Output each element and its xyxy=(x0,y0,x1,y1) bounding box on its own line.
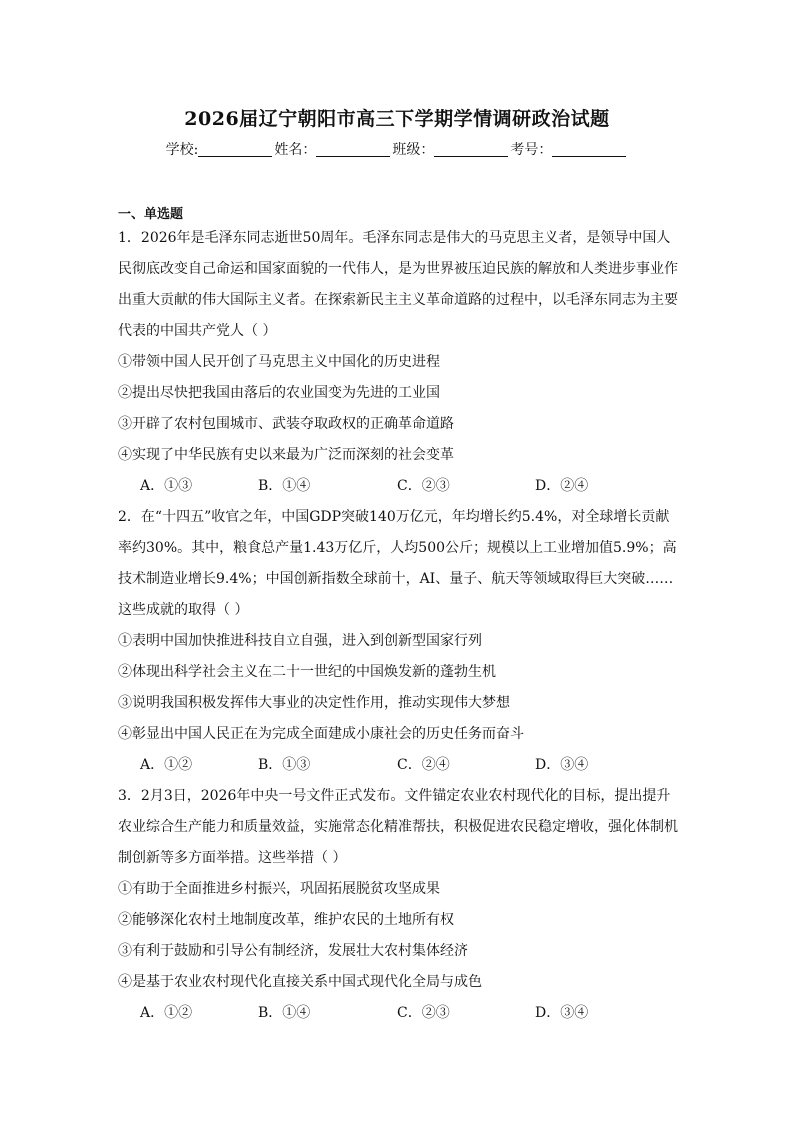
statement-item: ②提出尽快把我国由落后的农业国变为先进的工业国 xyxy=(118,385,440,401)
option-d[interactable]: D．③④ xyxy=(535,1005,589,1021)
question-stem-line: 这些成就的取得（ ） xyxy=(118,602,249,618)
question-1 xyxy=(118,223,678,502)
question-stem-line: 民彻底改变自己命运和国家面貌的一代伟人，是为世界被压迫民族的解放和人类进步事业作 xyxy=(118,261,678,277)
option-d[interactable]: D．②④ xyxy=(535,478,589,494)
answer-options xyxy=(118,471,678,502)
question-stem-line: 制创新等多方面举措。这些举措（ ） xyxy=(118,850,347,866)
student-info-row xyxy=(0,139,794,159)
option-b[interactable]: B．①③ xyxy=(258,757,311,773)
statement-item: ①带领中国人民开创了马克思主义中国化的历史进程 xyxy=(118,354,440,370)
answer-options xyxy=(118,998,678,1029)
section-heading: 一、单选题 xyxy=(118,207,184,222)
option-c[interactable]: C．②③ xyxy=(397,1005,450,1021)
question-stem-line: 农业综合生产能力和质量效益，实施常态化精准帮扶，积极促进农民稳定增收，强化体制机 xyxy=(118,819,678,835)
name-blank[interactable] xyxy=(316,142,390,157)
question-stem-line: 3．2月3日，2026年中央一号文件正式发布。文件锚定农业农村现代化的目标，提出提升 xyxy=(118,788,671,804)
statement-item: ②体现出科学社会主义在二十一世纪的中国焕发新的蓬勃生机 xyxy=(118,664,496,680)
statement-item: ④是基于农业农村现代化直接关系中国式现代化全局与成色 xyxy=(118,974,482,990)
statement-item: ③有利于鼓励和引导公有制经济，发展壮大农村集体经济 xyxy=(118,943,468,959)
name-label: 姓名： xyxy=(274,142,317,158)
question-stem-line: 出重大贡献的伟大国际主义者。在探索新民主主义革命道路的过程中，以毛泽东同志为主要 xyxy=(118,292,678,308)
question-2 xyxy=(118,502,678,781)
school-blank[interactable] xyxy=(198,142,272,157)
option-b[interactable]: B．①④ xyxy=(258,1005,311,1021)
school-label: 学校: xyxy=(165,142,199,158)
option-c[interactable]: C．②③ xyxy=(397,478,450,494)
option-b[interactable]: B．①④ xyxy=(258,478,311,494)
option-a[interactable]: A．①② xyxy=(140,1005,193,1021)
question-stem-line: 1．2026年是毛泽东同志逝世50周年。毛泽东同志是伟大的马克思主义者，是领导中国人 xyxy=(118,230,671,246)
statement-item: ①表明中国加快推进科技自立自强，进入到创新型国家行列 xyxy=(118,633,482,649)
question-3 xyxy=(118,781,678,1029)
option-d[interactable]: D．③④ xyxy=(535,757,589,773)
question-stem-line: 率约30%。其中，粮食总产量1.43万亿斤，人均500公斤；规模以上工业增加值5.9%；高 xyxy=(118,540,677,556)
class-blank[interactable] xyxy=(434,142,508,157)
option-a[interactable]: A．①② xyxy=(140,757,193,773)
answer-options xyxy=(118,750,678,781)
statement-item: ④实现了中华民族有史以来最为广泛而深刻的社会变革 xyxy=(118,447,454,463)
number-label: 考号： xyxy=(510,142,553,158)
option-a[interactable]: A．①③ xyxy=(140,478,193,494)
page-title: 2026届辽宁朝阳市高三下学期学情调研政治试题 xyxy=(184,108,610,130)
statement-item: ④彰显出中国人民正在为完成全面建成小康社会的历史任务而奋斗 xyxy=(118,726,524,742)
class-label: 班级： xyxy=(392,142,435,158)
statement-item: ③说明我国积极发挥伟大事业的决定性作用，推动实现伟大梦想 xyxy=(118,695,510,711)
statement-item: ①有助于全面推进乡村振兴，巩固拓展脱贫攻坚成果 xyxy=(118,881,440,897)
option-c[interactable]: C．②④ xyxy=(397,757,450,773)
statement-item: ③开辟了农村包围城市、武装夺取政权的正确革命道路 xyxy=(118,416,454,432)
statement-item: ②能够深化农村土地制度改革，维护农民的土地所有权 xyxy=(118,912,454,928)
question-stem-line: 技术制造业增长9.4%；中国创新指数全球前十，AI、量子、航天等领域取得巨大突破…… xyxy=(118,571,674,587)
number-blank[interactable] xyxy=(552,142,626,157)
question-stem-line: 2．在“十四五”收官之年，中国GDP突破140万亿元，年均增长约5.4%，对全球增长贡献 xyxy=(118,509,670,525)
question-list xyxy=(118,223,678,1029)
question-stem-line: 代表的中国共产党人（ ） xyxy=(118,323,277,339)
